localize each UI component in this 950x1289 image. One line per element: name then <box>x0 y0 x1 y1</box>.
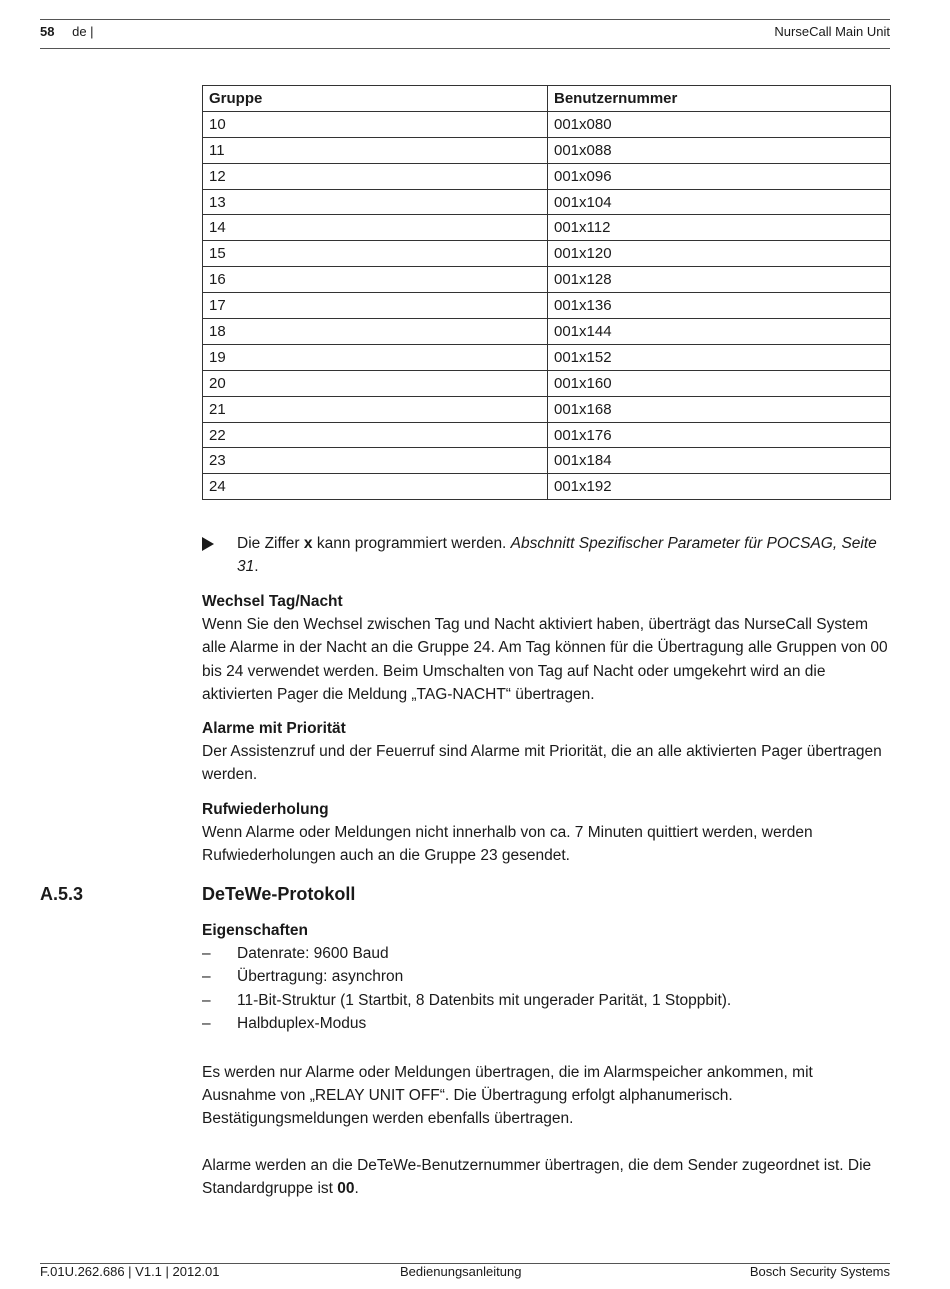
cell-group: 23 <box>203 448 548 474</box>
properties-list <box>202 942 890 1035</box>
cell-group: 13 <box>203 189 548 215</box>
paragraph-standard-group: Alarme werden an die DeTeWe-Benutzernummer übertragen, die dem Sender zugeordnet ist. Die Standardgruppe ist 00. <box>202 1157 872 1198</box>
page-number: 58 <box>40 24 55 39</box>
header-top-rule <box>40 19 890 20</box>
cell-group: 12 <box>203 163 548 189</box>
cell-user-number: 001x112 <box>548 215 891 241</box>
cell-user-number: 001x120 <box>548 241 891 267</box>
heading-repeat: Rufwiederholung <box>202 801 329 818</box>
header-left <box>40 24 94 39</box>
section-day-night <box>202 590 890 706</box>
table-row <box>203 215 891 241</box>
list-item: – Halbduplex-Modus <box>202 1012 890 1035</box>
cell-user-number: 001x168 <box>548 396 891 422</box>
triangle-bullet-icon <box>202 537 214 551</box>
table-row <box>203 448 891 474</box>
cell-group: 11 <box>203 137 548 163</box>
cell-user-number: 001x136 <box>548 293 891 319</box>
cell-group: 19 <box>203 344 548 370</box>
header-lang: de | <box>72 24 94 39</box>
note-bullet <box>202 532 890 578</box>
heading-properties: Eigenschaften <box>202 922 308 939</box>
list-item: – Übertragung: asynchron <box>202 965 890 988</box>
group-user-number-table <box>202 85 891 500</box>
cell-user-number: 001x096 <box>548 163 891 189</box>
table-row <box>203 293 891 319</box>
section-repeat <box>202 798 890 868</box>
heading-priority: Alarme mit Priorität <box>202 720 346 737</box>
cell-group: 16 <box>203 267 548 293</box>
cell-user-number: 001x144 <box>548 319 891 345</box>
footer-doc-id: F.01U.262.686 | V1.1 | 2012.01 <box>40 1264 220 1279</box>
section-title: DeTeWe-Protokoll <box>202 884 356 904</box>
footer-company: Bosch Security Systems <box>749 1264 890 1279</box>
cell-user-number: 001x160 <box>548 370 891 396</box>
heading-day-night: Wechsel Tag/Nacht <box>202 593 343 610</box>
table-row <box>203 241 891 267</box>
table-header-user-number: Benutzernummer <box>548 86 891 112</box>
cell-user-number: 001x104 <box>548 189 891 215</box>
table-row <box>203 189 891 215</box>
table-row <box>203 396 891 422</box>
cell-group: 17 <box>203 293 548 319</box>
cell-group: 18 <box>203 319 548 345</box>
table-header-row <box>203 86 891 112</box>
table-row <box>203 267 891 293</box>
table-row <box>203 111 891 137</box>
cell-group: 24 <box>203 474 548 500</box>
cell-user-number: 001x152 <box>548 344 891 370</box>
header-bottom-rule <box>40 48 890 49</box>
cell-group: 21 <box>203 396 548 422</box>
standard-group-value: 00 <box>337 1180 355 1198</box>
cell-user-number: 001x080 <box>548 111 891 137</box>
cell-user-number: 001x128 <box>548 267 891 293</box>
cell-group: 14 <box>203 215 548 241</box>
text-priority: Der Assistenzruf und der Feuerruf sind Alarme mit Priorität, die an alle aktivierten Pager übertragen werden. <box>202 743 882 784</box>
cell-user-number: 001x184 <box>548 448 891 474</box>
table-row <box>203 137 891 163</box>
section-priority <box>202 717 890 787</box>
cell-group: 22 <box>203 422 548 448</box>
section-properties <box>202 919 890 1035</box>
text-repeat: Wenn Alarme oder Meldungen nicht innerhalb von ca. 7 Minuten quittiert werden, werden Rufwiederholungen auch an die Gruppe 23 gesendet. <box>202 824 813 865</box>
list-item: – Datenrate: 9600 Baud <box>202 942 890 965</box>
cell-user-number: 001x192 <box>548 474 891 500</box>
cell-user-number: 001x176 <box>548 422 891 448</box>
table-row <box>203 319 891 345</box>
table-row <box>203 163 891 189</box>
table-body <box>203 111 891 499</box>
section-number: A.5.3 <box>40 884 84 904</box>
table-row <box>203 474 891 500</box>
note-cross-reference: Abschnitt Spezifischer Parameter für POCSAG, Seite 31 <box>237 535 877 576</box>
table-row <box>203 370 891 396</box>
cell-group: 10 <box>203 111 548 137</box>
cell-user-number: 001x088 <box>548 137 891 163</box>
cell-group: 20 <box>203 370 548 396</box>
table-header-group: Gruppe <box>203 86 548 112</box>
note-bold: x <box>303 535 313 552</box>
note-text: Die Ziffer x kann programmiert werden. Abschnitt Spezifischer Parameter für POCSAG, Seite 31. <box>237 535 877 576</box>
header-product: NurseCall Main Unit <box>774 24 890 39</box>
footer-doc-type: Bedienungsanleitung <box>400 1264 522 1279</box>
text-day-night: Wenn Sie den Wechsel zwischen Tag und Nacht aktiviert haben, überträgt das NurseCall System alle Alarme in der Nacht an die Gruppe 24. Am Tag können für die Übertragung alle Gruppen von 00 bis 24 verwendet werden. Beim Umschalten von Tag auf Nacht oder umgekehrt wird an die aktivierten Pager die Meldung „TAG-NACHT“ übertragen. <box>202 616 888 703</box>
cell-group: 15 <box>203 241 548 267</box>
table-row <box>203 344 891 370</box>
list-item: – 11-Bit-Struktur (1 Startbit, 8 Datenbits mit ungerader Parität, 1 Stoppbit). <box>202 989 890 1012</box>
table-row <box>203 422 891 448</box>
paragraph-transmission: Es werden nur Alarme oder Meldungen übertragen, die im Alarmspeicher ankommen, mit Ausnahme von „RELAY UNIT OFF“. Die Übertragung erfolgt alphanumerisch. Bestätigungsmeldungen werden ebenfalls übertragen. <box>202 1064 813 1128</box>
